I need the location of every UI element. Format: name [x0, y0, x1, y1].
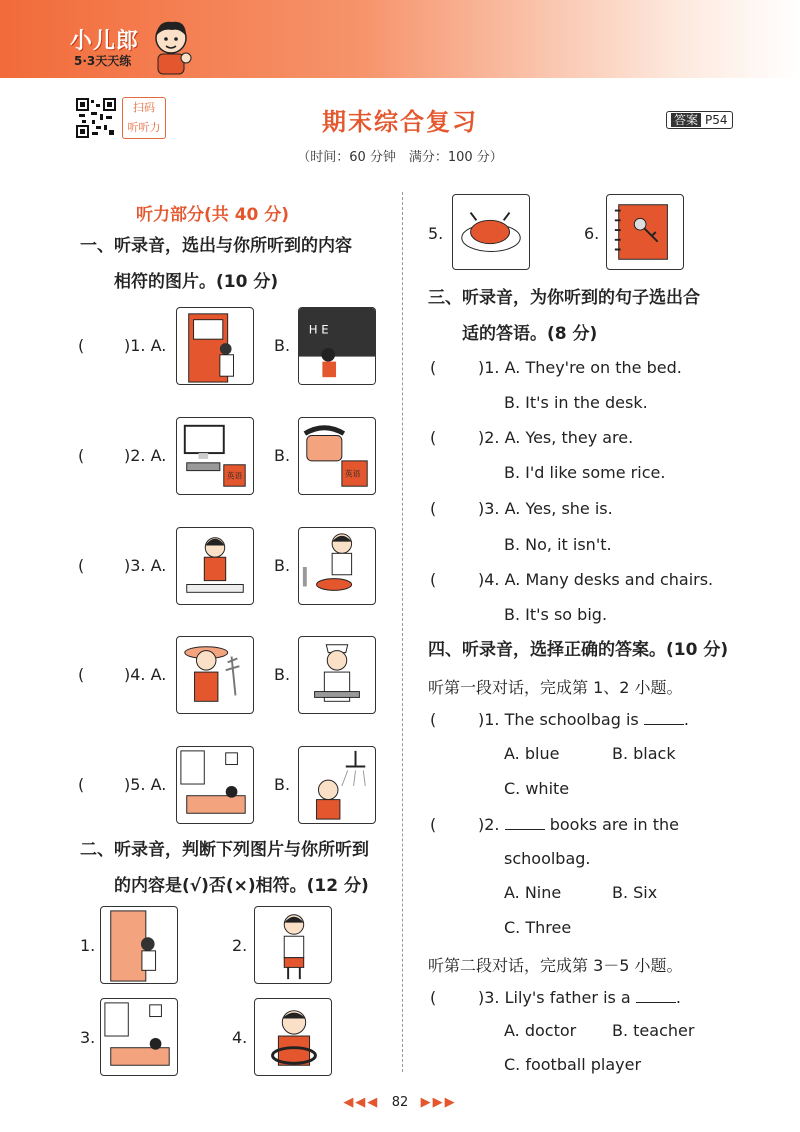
part4-q3-option-a: A. doctor [504, 1021, 577, 1040]
part4-q1-option-c: C. white [504, 779, 570, 798]
part1-q5-b: B. [274, 775, 291, 794]
part4-q2-line2: schoolbag. [504, 849, 591, 868]
picture-boy-standing[interactable] [254, 906, 332, 984]
part1-q3-number: )3. A. [124, 556, 167, 575]
column-divider [402, 192, 403, 1072]
part3-heading-line1: 三、听录音，为你听到的句子选出合 [428, 288, 700, 308]
paren-open: ( [430, 358, 437, 377]
next-arrows-icon[interactable]: ▶▶▶ [420, 1095, 457, 1110]
part2-label-6: 6. [584, 224, 600, 243]
part1-q1-b: B. [274, 336, 291, 355]
paren-open: ( [430, 499, 437, 518]
scan-listen-label: 扫码 听听力 [122, 97, 166, 139]
part3-heading-line2: 适的答语。(8 分) [462, 324, 598, 344]
part1-q2-number: )2. A. [124, 446, 167, 465]
exam-info: （时间：60 分钟 满分：100 分） [297, 150, 503, 165]
picture-sleeping-2[interactable] [100, 998, 178, 1076]
part2-label-3: 3. [80, 1028, 96, 1047]
brand-logo: 小儿郎 [70, 29, 140, 54]
part2-heading-line2: 的内容是(√)否(×)相符。(12 分) [114, 876, 369, 896]
listening-section-title: 听力部分(共 40 分) [136, 205, 290, 225]
part4-dialog2-instruction: 听第二段对话，完成第 3－5 小题。 [428, 956, 683, 975]
picture-roast-chicken[interactable] [452, 194, 530, 270]
paren-open: ( [78, 665, 85, 684]
page-title: 期末综合复习 [322, 108, 478, 136]
answer-reference: 答案 P54 [666, 111, 733, 129]
part2-label-5: 5. [428, 224, 444, 243]
part3-q1-b: B. It's in the desk. [504, 393, 648, 412]
part1-heading-line2: 相符的图片。(10 分) [114, 272, 279, 292]
prev-arrows-icon[interactable]: ◀◀◀ [343, 1095, 380, 1110]
paren-open: ( [430, 815, 437, 834]
paren-open: ( [78, 775, 85, 794]
part4-q3-option-b: B. teacher [612, 1021, 695, 1040]
paren-open: ( [78, 446, 85, 465]
picture-woman-cutting[interactable] [176, 527, 254, 605]
picture-blackboard[interactable] [298, 307, 376, 385]
picture-telephone[interactable] [298, 417, 376, 495]
part4-q3-option-c: C. football player [504, 1055, 642, 1074]
picture-shower[interactable] [298, 746, 376, 824]
picture-woman-cooking[interactable] [298, 527, 376, 605]
part1-heading-line1: 一、听录音，选出与你所听到的内容 [80, 236, 352, 256]
part4-q2-option-b: B. Six [612, 883, 658, 902]
picture-farmer[interactable] [176, 636, 254, 714]
part3-q3: )3. A. Yes, she is. [478, 499, 613, 518]
part1-q4-number: )4. A. [124, 665, 167, 684]
mascot-illustration [146, 14, 196, 76]
paren-open: ( [430, 570, 437, 589]
paren-open: ( [430, 710, 437, 729]
part4-q2: )2. books are in the [478, 815, 680, 834]
part1-q4-b: B. [274, 665, 291, 684]
part4-q3: )3. Lily's father is a . [478, 988, 681, 1007]
picture-computer[interactable] [176, 417, 254, 495]
part2-label-1: 1. [80, 936, 96, 955]
part4-dialog1-instruction: 听第一段对话，完成第 1、2 小题。 [428, 678, 683, 697]
picture-key-notebook[interactable] [606, 194, 684, 270]
page-number: 82 [391, 1095, 409, 1110]
picture-sleeping[interactable] [176, 746, 254, 824]
part3-q1: )1. A. They're on the bed. [478, 358, 682, 377]
picture-open-door[interactable] [176, 307, 254, 385]
paren-open: ( [78, 336, 85, 355]
part2-label-2: 2. [232, 936, 248, 955]
part3-q2: )2. A. Yes, they are. [478, 428, 634, 447]
part1-q5-number: )5. A. [124, 775, 167, 794]
part3-q4-b: B. It's so big. [504, 605, 608, 624]
part3-q3-b: B. No, it isn't. [504, 535, 612, 554]
paren-open: ( [430, 988, 437, 1007]
part4-q2-option-c: C. Three [504, 918, 572, 937]
picture-boy-at-door[interactable] [100, 906, 178, 984]
part4-q1-option-b: B. black [612, 744, 676, 763]
part4-q1-option-a: A. blue [504, 744, 560, 763]
part4-q1: )1. The schoolbag is . [478, 710, 689, 729]
brand-sub: 5·3天天练 [74, 54, 132, 68]
picture-nurse[interactable] [298, 636, 376, 714]
paren-open: ( [430, 428, 437, 447]
part3-q4: )4. A. Many desks and chairs. [478, 570, 714, 589]
blackboard-text: H E [308, 322, 329, 337]
page-footer [0, 1095, 800, 1110]
svg-text:英语: 英语 [344, 469, 361, 479]
svg-text:英语: 英语 [226, 471, 243, 481]
paren-open: ( [78, 556, 85, 575]
part2-heading-line1: 二、听录音，判断下列图片与你所听到 [80, 840, 369, 860]
part2-label-4: 4. [232, 1028, 248, 1047]
part3-q2-b: B. I'd like some rice. [504, 463, 666, 482]
part4-heading: 四、听录音，选择正确的答案。(10 分) [428, 640, 729, 660]
part1-q1-number: )1. A. [124, 336, 167, 355]
picture-driver[interactable] [254, 998, 332, 1076]
part1-q2-b: B. [274, 446, 291, 465]
part4-q2-option-a: A. Nine [504, 883, 562, 902]
part1-q3-b: B. [274, 556, 291, 575]
